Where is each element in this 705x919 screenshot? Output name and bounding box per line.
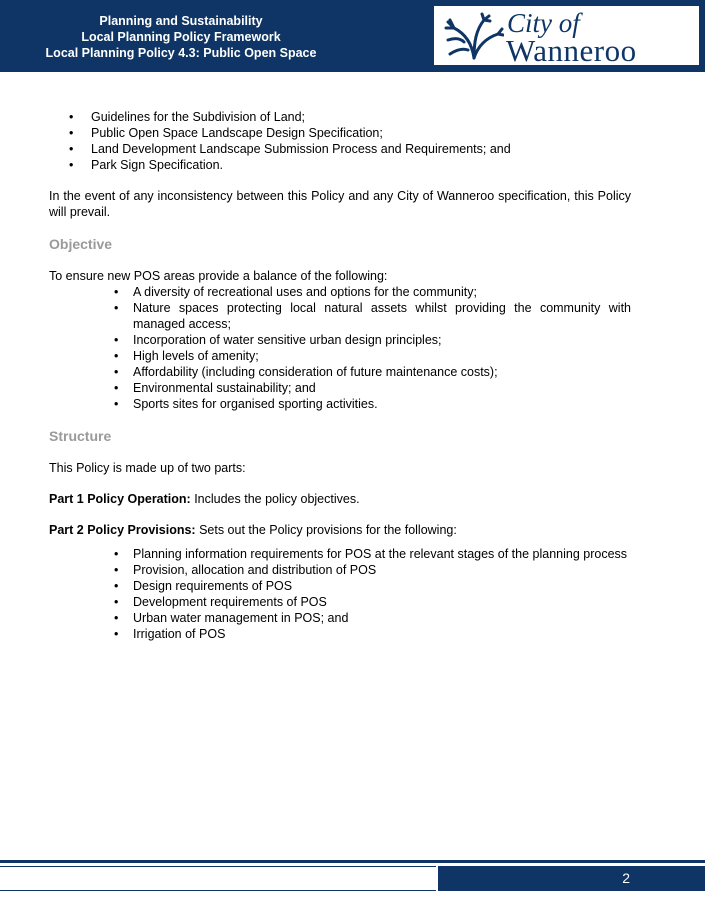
objective-list — [113, 284, 631, 412]
related-documents-list — [49, 109, 631, 173]
list-item: • Public Open Space Landscape Design Specification; — [49, 125, 631, 141]
list-item: • Development requirements of POS — [113, 594, 631, 610]
part2-text: Sets out the Policy provisions for the following: — [195, 523, 457, 537]
header-line-policy: Local Planning Policy 4.3: Public Open Space — [45, 46, 317, 60]
header-title — [0, 13, 362, 61]
objective-intro: To ensure new POS areas provide a balance of the following: — [49, 269, 388, 283]
list-item: • Environmental sustainability; and — [113, 380, 631, 396]
list-item: • Planning information requirements for POS at the relevant stages of the planning process — [113, 546, 631, 562]
header-line-department: Planning and Sustainability — [99, 14, 263, 28]
list-item: • Urban water management in POS; and — [113, 610, 631, 626]
structure-intro: This Policy is made up of two parts: — [49, 461, 246, 475]
list-item: • Incorporation of water sensitive urban design principles; — [113, 332, 631, 348]
part1-text: Includes the policy objectives. — [190, 492, 360, 506]
page-number: 2 — [622, 870, 630, 886]
structure-heading: Structure — [49, 428, 112, 444]
page-header — [0, 0, 705, 72]
logo-wanneroo-text: Wanneroo — [506, 33, 637, 68]
list-item: • Sports sites for organised sporting activities. — [113, 396, 631, 412]
inconsistency-paragraph: In the event of any inconsistency between this Policy and any City of Wanneroo specification, this Policy will prevail. — [49, 189, 631, 219]
provisions-list — [113, 546, 631, 642]
page-footer — [438, 866, 705, 891]
logo-city-text: City of — [507, 8, 580, 38]
list-item: • Affordability (including consideration of future maintenance costs); — [113, 364, 631, 380]
header-line-framework: Local Planning Policy Framework — [81, 30, 281, 44]
list-item: • Nature spaces protecting local natural assets whilst providing the community with managed access; — [113, 300, 631, 332]
part2-paragraph — [49, 522, 631, 538]
footer-divider — [0, 860, 705, 863]
list-item: • Irrigation of POS — [113, 626, 631, 642]
city-logo — [434, 6, 699, 68]
objective-heading: Objective — [49, 236, 113, 252]
list-item: • Provision, allocation and distribution of POS — [113, 562, 631, 578]
list-item: • High levels of amenity; — [113, 348, 631, 364]
footer-left-panel — [0, 866, 436, 891]
list-item: • Park Sign Specification. — [49, 157, 631, 173]
kangaroo-paw-icon — [444, 12, 504, 60]
document-body — [49, 109, 631, 642]
list-item: • A diversity of recreational uses and options for the community; — [113, 284, 631, 300]
list-item: • Design requirements of POS — [113, 578, 631, 594]
list-item: • Guidelines for the Subdivision of Land; — [49, 109, 631, 125]
list-item: • Land Development Landscape Submission Process and Requirements; and — [49, 141, 631, 157]
part2-label: Part 2 Policy Provisions: — [49, 523, 196, 537]
part1-label: Part 1 Policy Operation: — [49, 492, 191, 506]
part1-paragraph — [49, 491, 631, 507]
